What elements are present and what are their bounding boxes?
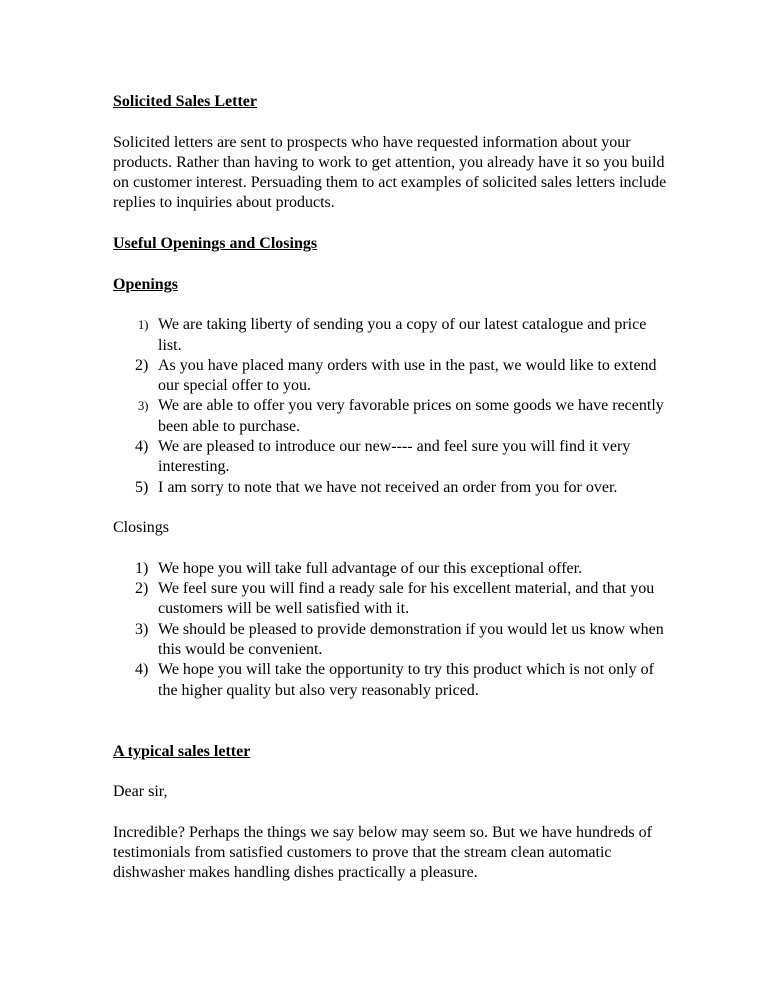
list-item <box>113 559 673 579</box>
list-number: 2) <box>135 356 149 374</box>
list-number: 1) <box>138 318 149 333</box>
intro-paragraph: Solicited letters are sent to prospects who have requested information about your products. Rather than having to work to get attention, you already have it so you build on customer interest. Persuading them to act examples of solicited sales letters include replies to inquiries about products. <box>113 133 667 212</box>
salutation: Dear sir, <box>113 783 168 801</box>
typical-letter-heading: A typical sales letter <box>113 742 251 760</box>
list-item <box>113 356 673 397</box>
list-text: We hope you will take full advantage of our this exceptional offer. <box>158 559 583 577</box>
openings-heading: Openings <box>113 275 178 293</box>
useful-openings-closings-heading: Useful Openings and Closings <box>113 235 318 253</box>
list-number: 4) <box>135 661 149 679</box>
list-text: We are pleased to introduce our new---- and feel sure you will find it very interesting. <box>158 438 631 476</box>
openings-list <box>113 315 673 498</box>
list-text: We hope you will take the opportunity to try this product which is not only of the higher quality but also very reasonably priced. <box>158 661 654 699</box>
list-text: We are taking liberty of sending you a copy of our latest catalogue and price list. <box>158 316 647 354</box>
closings-list <box>113 559 673 701</box>
list-text: As you have placed many orders with use in the past, we would like to extend our special offer to you. <box>158 356 657 395</box>
list-item <box>113 660 673 701</box>
list-item <box>113 437 673 478</box>
list-item <box>113 478 673 498</box>
list-item <box>113 579 673 620</box>
list-text: We should be pleased to provide demonstration if you would let us know when this would be convenient. <box>158 620 664 659</box>
list-text: We feel sure you will find a ready sale for his excellent material, and that you customers will be well satisfied with it. <box>158 580 655 618</box>
list-number: 1) <box>135 559 149 577</box>
list-number: 4) <box>135 438 149 456</box>
letter-body: Incredible? Perhaps the things we say below may seem so. But we have hundreds of testimonials from satisfied customers to prove that the stream clean automatic dishwasher makes handling dishes practically a pleasure. <box>113 823 652 882</box>
list-number: 3) <box>138 399 149 414</box>
list-item <box>113 315 673 356</box>
closings-heading: Closings <box>113 519 170 537</box>
list-number: 2) <box>135 580 149 598</box>
list-text: I am sorry to note that we have not received an order from you for over. <box>158 478 618 496</box>
page-title: Solicited Sales Letter <box>113 93 257 110</box>
list-number: 5) <box>135 478 149 496</box>
list-item <box>113 620 673 661</box>
document-page <box>113 92 673 884</box>
list-text: We are able to offer you very favorable prices on some goods we have recently been able to purchase. <box>158 397 664 435</box>
list-number: 3) <box>135 620 149 638</box>
list-item <box>113 396 673 437</box>
